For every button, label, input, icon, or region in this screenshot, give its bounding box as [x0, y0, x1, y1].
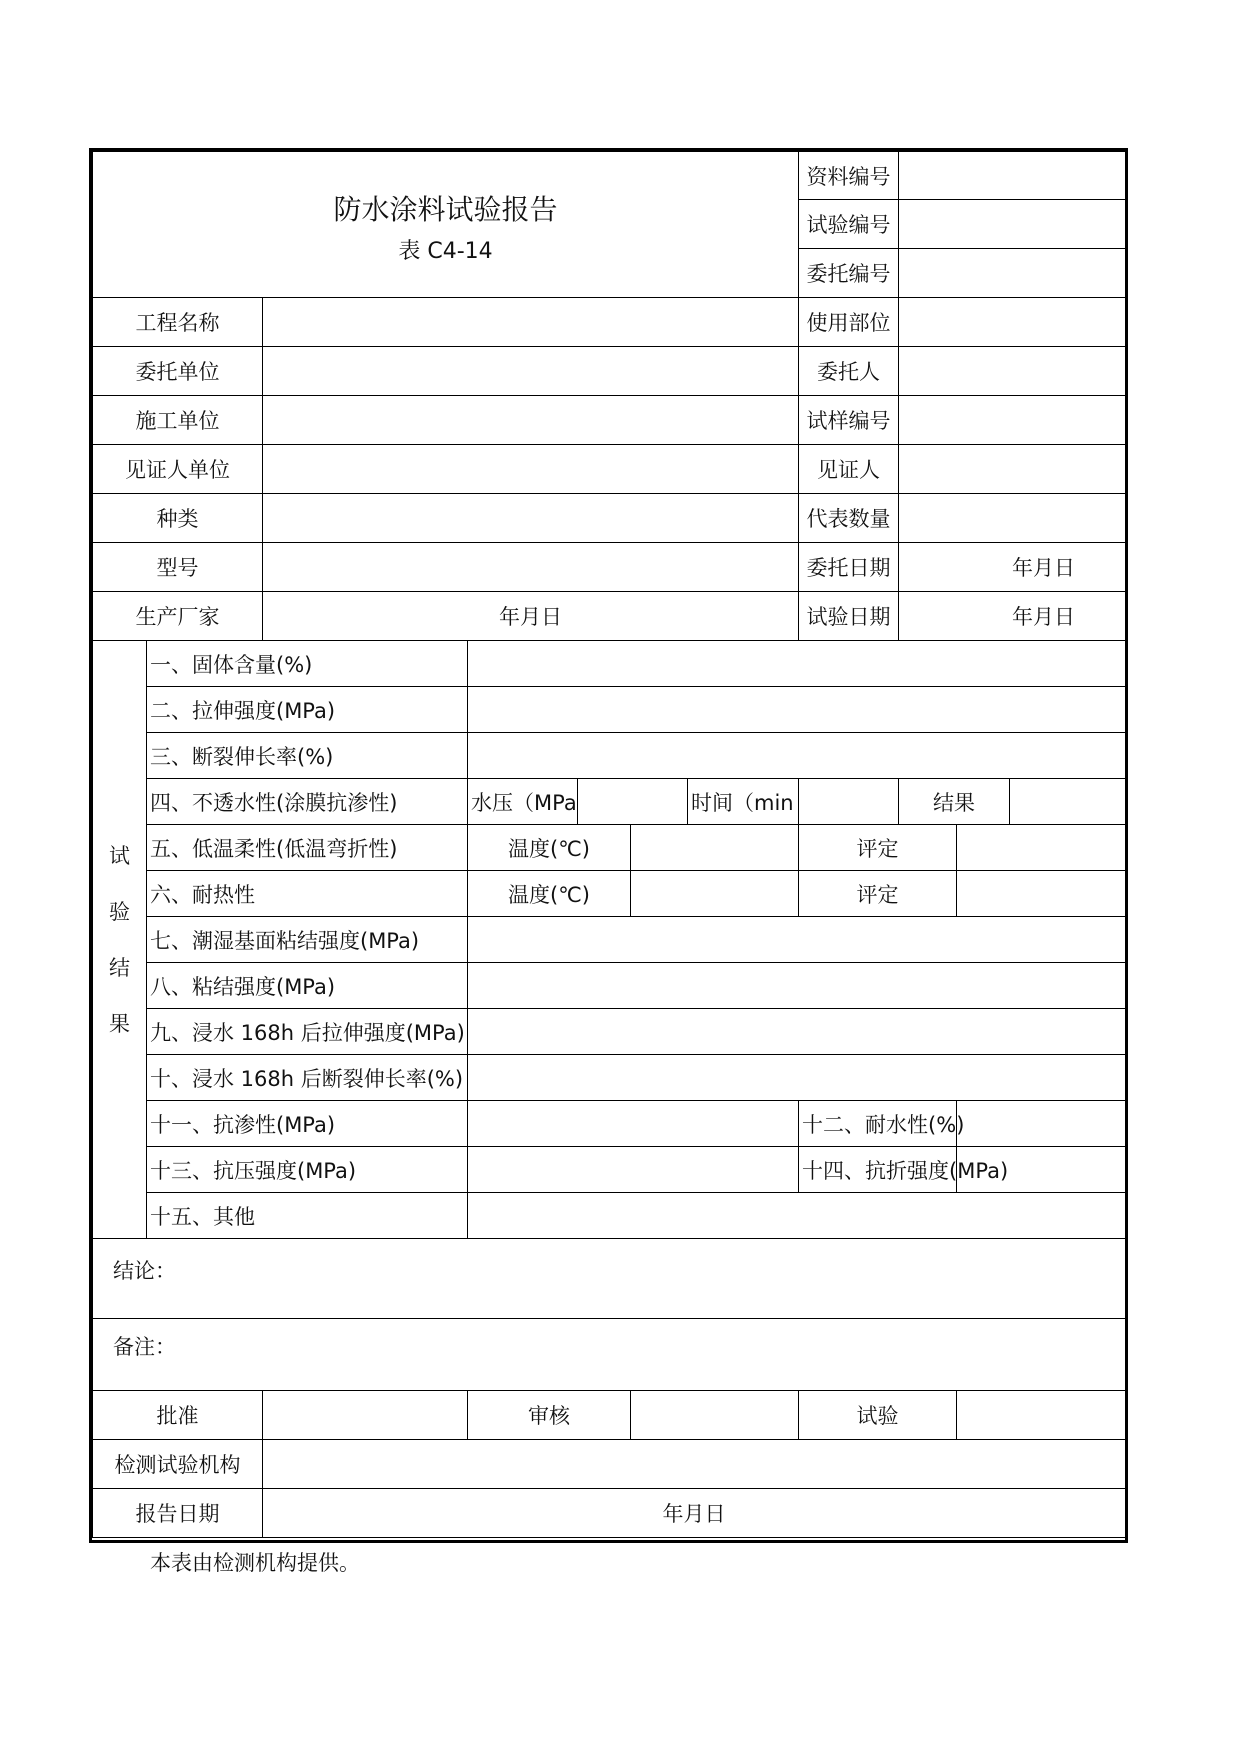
- heat-eval-value[interactable]: [957, 871, 1126, 917]
- client-unit-field[interactable]: [263, 347, 799, 396]
- use-location-field[interactable]: [899, 298, 1126, 347]
- impermeability-time-value[interactable]: [799, 779, 899, 825]
- label-report-date: 报告日期: [93, 1489, 263, 1538]
- result-value-elongation[interactable]: [468, 733, 1126, 779]
- impermeability-pressure-label: 水压（MPa: [468, 779, 578, 825]
- test-date-field[interactable]: 年月日: [899, 592, 1126, 641]
- label-manufacturer: 生产厂家: [93, 592, 263, 641]
- label-type: 种类: [93, 494, 263, 543]
- header-label-commission-no: 委托编号: [799, 249, 899, 298]
- conclusion-cell[interactable]: [93, 1239, 1126, 1319]
- label-client: 委托人: [799, 347, 899, 396]
- witness-unit-field[interactable]: [263, 445, 799, 494]
- sample-no-field[interactable]: [899, 396, 1126, 445]
- label-quantity: 代表数量: [799, 494, 899, 543]
- label-use-location: 使用部位: [799, 298, 899, 347]
- result-label-wet-bond-strength: 七、潮湿基面粘结强度(MPa): [147, 917, 468, 963]
- impermeability-time-label: 时间（min: [688, 779, 799, 825]
- result-label-bond-strength: 八、粘结强度(MPa): [147, 963, 468, 1009]
- result-label-water-resistance: 十二、耐水性(%): [799, 1101, 957, 1147]
- remarks-label: 备注：: [113, 1335, 176, 1359]
- result-value-water-resistance[interactable]: [957, 1101, 1126, 1147]
- heat-temperature-label: 温度(℃): [468, 871, 631, 917]
- result-label-soaked-elongation: 十、浸水 168h 后断裂伸长率(%): [147, 1055, 468, 1101]
- result-value-other[interactable]: [468, 1193, 1126, 1239]
- model-field[interactable]: [263, 543, 799, 592]
- quantity-field[interactable]: [899, 494, 1126, 543]
- impermeability-pressure-value[interactable]: [578, 779, 688, 825]
- construction-unit-field[interactable]: [263, 396, 799, 445]
- approve-signature-field[interactable]: [263, 1391, 468, 1440]
- footer-note: 本表由检测机构提供。: [150, 1551, 360, 1575]
- institution-field[interactable]: [263, 1440, 1126, 1489]
- label-project-name: 工程名称: [93, 298, 263, 347]
- result-value-bond-strength[interactable]: [468, 963, 1126, 1009]
- results-label-char: 结: [109, 955, 130, 980]
- label-test-date: 试验日期: [799, 592, 899, 641]
- impermeability-result-value[interactable]: [1010, 779, 1126, 825]
- label-institution: 检测试验机构: [93, 1440, 263, 1489]
- result-label-low-temp-flex: 五、低温柔性(低温弯折性): [147, 825, 468, 871]
- label-construction-unit: 施工单位: [93, 396, 263, 445]
- label-review: 审核: [468, 1391, 631, 1440]
- heat-eval-label: 评定: [799, 871, 957, 917]
- results-label-char: 验: [109, 899, 130, 924]
- result-value-soaked-tensile[interactable]: [468, 1009, 1126, 1055]
- result-label-compressive-strength: 十三、抗压强度(MPa): [147, 1147, 468, 1193]
- low-temp-eval-value[interactable]: [957, 825, 1126, 871]
- result-value-wet-bond-strength[interactable]: [468, 917, 1126, 963]
- form-code: 表 C4-14: [398, 239, 493, 264]
- results-label-char: 试: [109, 843, 130, 868]
- doc-no-field[interactable]: [899, 152, 1126, 200]
- heat-temperature-value[interactable]: [631, 871, 799, 917]
- client-field[interactable]: [899, 347, 1126, 396]
- manufacturer-field[interactable]: 年月日: [263, 592, 799, 641]
- page-title: 防水涂料试验报告: [333, 193, 558, 226]
- report-date-field[interactable]: 年月日: [263, 1489, 1126, 1538]
- result-label-impermeability: 四、不透水性(涂膜抗渗性): [147, 779, 468, 825]
- low-temp-temperature-label: 温度(℃): [468, 825, 631, 871]
- report-form: [89, 148, 1128, 1543]
- result-label-heat-resistance: 六、耐热性: [147, 871, 468, 917]
- test-signature-field[interactable]: [957, 1391, 1126, 1440]
- result-label-tensile-strength: 二、拉伸强度(MPa): [147, 687, 468, 733]
- result-label-elongation: 三、断裂伸长率(%): [147, 733, 468, 779]
- commission-date-field[interactable]: 年月日: [899, 543, 1126, 592]
- form-table: [92, 151, 1126, 1538]
- result-label-impermeability-mpa: 十一、抗渗性(MPa): [147, 1101, 468, 1147]
- impermeability-result-label: 结果: [899, 779, 1010, 825]
- test-no-field[interactable]: [899, 200, 1126, 249]
- result-value-impermeability-mpa[interactable]: [468, 1101, 799, 1147]
- result-label-other: 十五、其他: [147, 1193, 468, 1239]
- witness-field[interactable]: [899, 445, 1126, 494]
- label-commission-date: 委托日期: [799, 543, 899, 592]
- remarks-cell[interactable]: [93, 1319, 1126, 1391]
- results-label-char: 果: [109, 1011, 130, 1036]
- result-label-solid-content: 一、固体含量(%): [147, 641, 468, 687]
- label-client-unit: 委托单位: [93, 347, 263, 396]
- result-value-tensile-strength[interactable]: [468, 687, 1126, 733]
- low-temp-temperature-value[interactable]: [631, 825, 799, 871]
- label-test: 试验: [799, 1391, 957, 1440]
- result-value-solid-content[interactable]: [468, 641, 1126, 687]
- result-label-flexural-strength: 十四、抗折强度(MPa): [799, 1147, 957, 1193]
- review-signature-field[interactable]: [631, 1391, 799, 1440]
- result-label-soaked-tensile: 九、浸水 168h 后拉伸强度(MPa): [147, 1009, 468, 1055]
- label-model: 型号: [93, 543, 263, 592]
- type-field[interactable]: [263, 494, 799, 543]
- conclusion-label: 结论：: [113, 1259, 176, 1283]
- title-block: [93, 152, 799, 298]
- project-name-field[interactable]: [263, 298, 799, 347]
- commission-no-field[interactable]: [899, 249, 1126, 298]
- low-temp-eval-label: 评定: [799, 825, 957, 871]
- result-value-compressive-strength[interactable]: [468, 1147, 799, 1193]
- header-label-test-no: 试验编号: [799, 200, 899, 249]
- label-sample-no: 试样编号: [799, 396, 899, 445]
- header-label-doc-no: 资料编号: [799, 152, 899, 200]
- label-approve: 批准: [93, 1391, 263, 1440]
- result-value-soaked-elongation[interactable]: [468, 1055, 1126, 1101]
- label-witness: 见证人: [799, 445, 899, 494]
- results-section-label: [93, 641, 147, 1239]
- label-witness-unit: 见证人单位: [93, 445, 263, 494]
